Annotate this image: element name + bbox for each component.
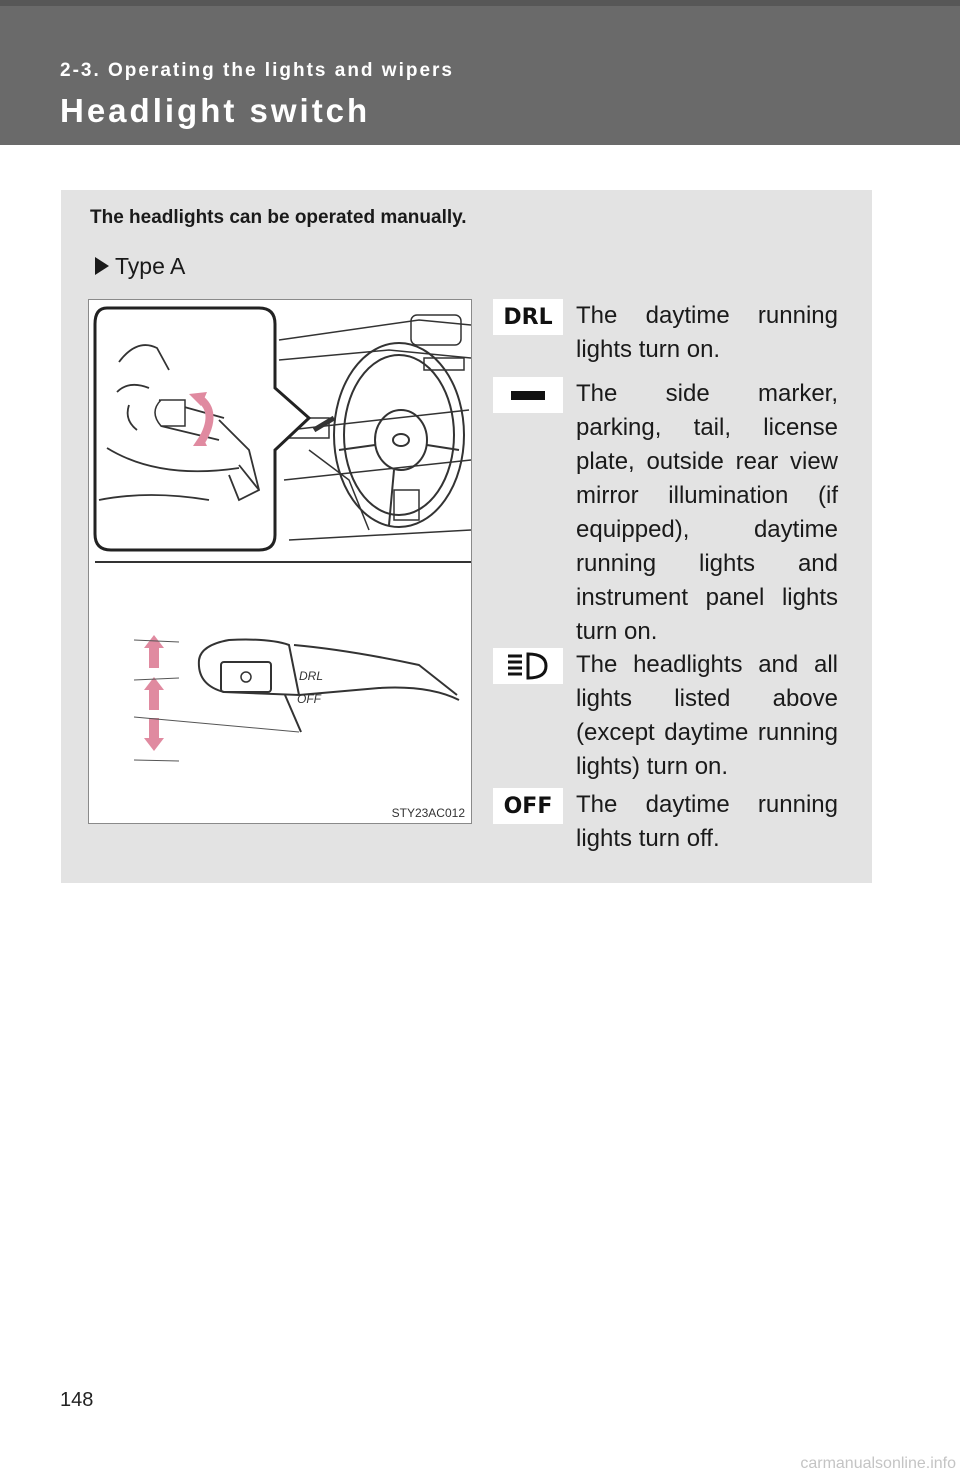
legend-text-off: The daytime running lights turn off. xyxy=(576,791,838,852)
light-symbol-icon xyxy=(241,672,251,682)
steering-wheel-drawing xyxy=(334,343,464,527)
headlight-symbol xyxy=(506,651,550,681)
legend-text-headlight: The headlights and all lights listed above (except daytime running lights) turn on. xyxy=(576,651,838,780)
intro-text: The headlights can be operated manually. xyxy=(90,207,467,228)
legend-text-drl: The daytime running lights turn on. xyxy=(576,302,838,363)
legend-item-off xyxy=(493,788,839,858)
drl-stalk-label: DRL xyxy=(299,669,324,683)
watermark: carmanualsonline.info xyxy=(800,1455,956,1472)
callout-bubble xyxy=(95,308,309,550)
side-marker-icon xyxy=(493,377,563,413)
page-title: Headlight switch xyxy=(60,92,371,129)
section-label: 2-3. Operating the lights and wipers xyxy=(60,60,454,81)
legend-item-headlight xyxy=(493,648,839,788)
off-stalk-label: OFF xyxy=(297,692,321,706)
legend-text-side-marker: The side marker, parking, tail, license plate, outside rear view mirror illumination (if equipped), daytime running lights and instrument panel lights turn on. xyxy=(576,380,838,645)
headlight-icon xyxy=(493,648,563,684)
side-marker-bar xyxy=(511,391,545,400)
legend-item-drl xyxy=(493,299,839,369)
drl-icon xyxy=(493,299,563,335)
stalk-arrows xyxy=(144,635,164,751)
page-header xyxy=(0,0,960,145)
figure-code: STY23AC012 xyxy=(391,806,465,820)
illustration-drawing xyxy=(89,300,471,823)
type-label xyxy=(95,253,185,280)
off-icon-label: OFF xyxy=(503,793,553,819)
stalk-pointer xyxy=(314,418,334,430)
headlight-switch-illustration xyxy=(88,299,472,824)
page-number: 148 xyxy=(60,1389,94,1411)
info-panel xyxy=(61,190,872,883)
stalk-closeup-drawing xyxy=(199,640,459,732)
off-icon xyxy=(493,788,563,824)
stalk-knob xyxy=(155,400,185,426)
drl-icon-label: DRL xyxy=(503,304,553,330)
type-label-text: Type A xyxy=(115,253,186,279)
legend-item-side-marker xyxy=(493,377,839,647)
triangle-bullet-icon xyxy=(95,257,109,275)
header-rule xyxy=(0,0,960,6)
